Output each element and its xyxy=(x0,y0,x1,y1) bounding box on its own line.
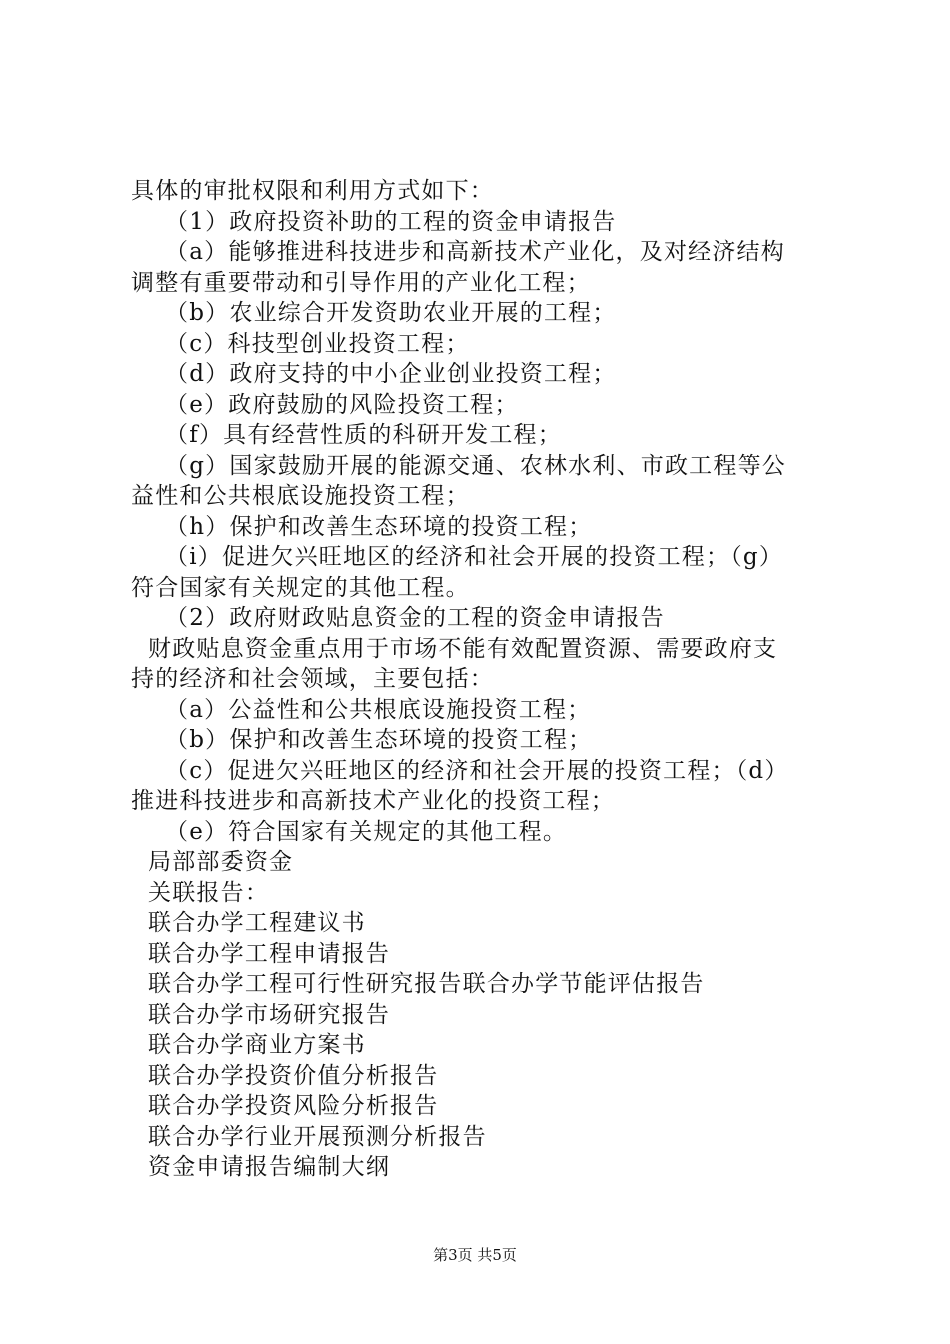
text-line: （i）促进欠兴旺地区的经济和社会开展的投资工程；（g） xyxy=(131,544,784,570)
text-line: （e）政府鼓励的风险投资工程； xyxy=(131,391,519,418)
text-line: 益性和公共根底设施投资工程； xyxy=(131,483,470,509)
text-line: （c）促进欠兴旺地区的经济和社会开展的投资工程；（d） xyxy=(131,757,789,784)
text-line: （2）政府财政贴息资金的工程的资金申请报告 xyxy=(131,605,665,631)
text-line: 持的经济和社会领域，主要包括： xyxy=(131,666,494,692)
text-line: （b）保护和改善生态环境的投资工程； xyxy=(131,727,593,753)
text-line: 推进科技进步和高新技术产业化的投资工程； xyxy=(131,788,615,814)
text-line: 关联报告： xyxy=(131,879,270,906)
report-link-text: 联合办学投资价值分析报告 xyxy=(131,1062,439,1089)
text-line: （c）科技型创业投资工程； xyxy=(131,330,470,357)
text-line: （f）具有经营性质的科研开发工程； xyxy=(131,422,562,448)
text-line: 具体的审批权限和利用方式如下： xyxy=(131,178,494,204)
text-line: （g）国家鼓励开展的能源交通、农林水利、市政工程等公 xyxy=(131,452,786,479)
report-link-text: 联合办学工程可行性研究报告联合办学节能评估报告 xyxy=(131,971,705,997)
report-link-text: 联合办学市场研究报告 xyxy=(131,1001,391,1028)
report-link-text: 联合办学工程建议书 xyxy=(131,910,366,936)
text-line: 局部部委资金 xyxy=(131,849,294,875)
report-link-text: 联合办学投资风险分析报告 xyxy=(131,1093,439,1119)
text-line: （a）公益性和公共根底设施投资工程； xyxy=(131,696,592,723)
text-line: 财政贴息资金重点用于市场不能有效配置资源、需要政府支 xyxy=(131,635,778,662)
document-body xyxy=(131,176,831,1183)
text-line: 符合国家有关规定的其他工程。 xyxy=(131,574,470,601)
report-link-text: 联合办学工程申请报告 xyxy=(131,940,391,967)
report-link-text: 资金申请报告编制大纲 xyxy=(131,1154,391,1180)
text-line: （1）政府投资补助的工程的资金申请报告 xyxy=(131,208,617,235)
report-link-text: 联合办学行业开展预测分析报告 xyxy=(131,1123,487,1150)
report-link-text: 联合办学商业方案书 xyxy=(131,1032,366,1058)
text-line: （b）农业综合开发资助农业开展的工程； xyxy=(131,300,617,326)
text-line: （e）符合国家有关规定的其他工程。 xyxy=(131,818,568,845)
text-line: （h）保护和改善生态环境的投资工程； xyxy=(131,513,593,540)
text-line: （d）政府支持的中小企业创业投资工程； xyxy=(131,361,617,387)
page-number-footer: 第3页 共5页 xyxy=(433,1246,517,1264)
text-line: （a）能够推进科技进步和高新技术产业化，及对经济结构 xyxy=(131,239,785,265)
text-line: 调整有重要带动和引导作用的产业化工程； xyxy=(131,269,591,296)
